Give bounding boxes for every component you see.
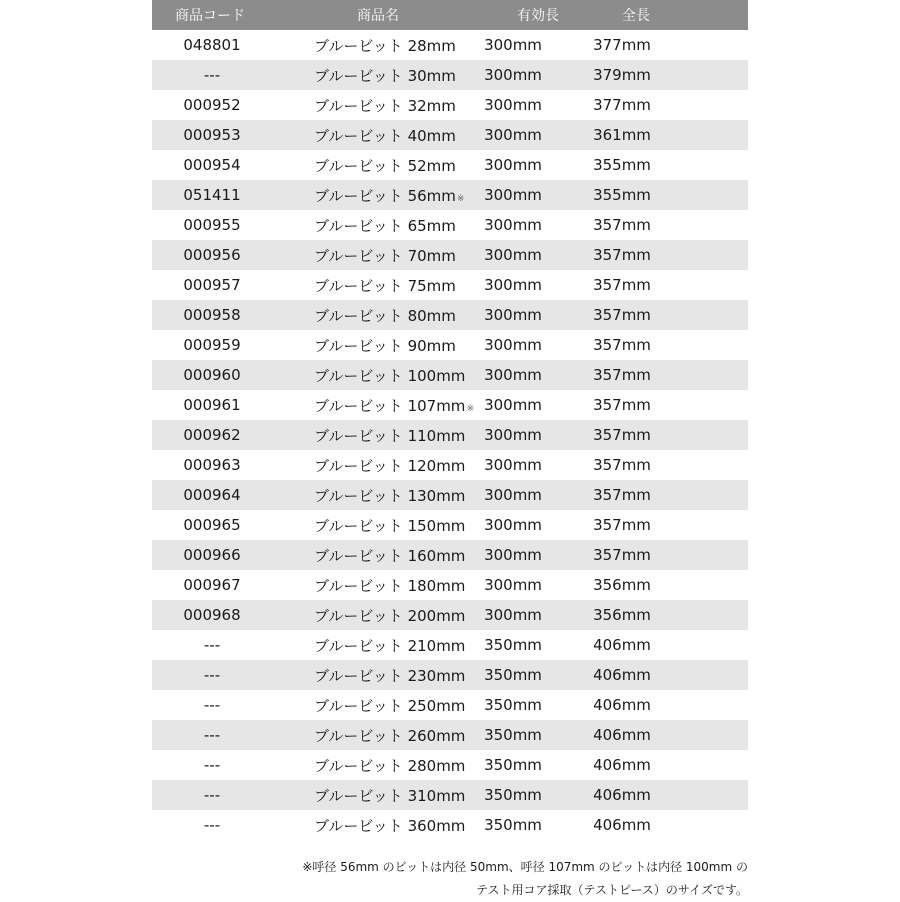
header-code: 商品コード — [175, 8, 245, 24]
total-length-cell-text: 406mm — [593, 786, 651, 804]
product-name-cell — [272, 515, 466, 536]
total-length-cell-text: 357mm — [593, 456, 651, 474]
product-name-cell — [272, 545, 466, 566]
product-code-cell — [152, 336, 272, 354]
total-length-cell-text: 406mm — [593, 816, 651, 834]
total-length-cell-text: 357mm — [593, 516, 651, 534]
effective-length-cell-text: 350mm — [484, 636, 542, 654]
effective-length-cell — [452, 786, 574, 804]
product-name-cell-text: ブルービット 28mm — [314, 36, 456, 55]
effective-length-cell-text: 300mm — [484, 366, 542, 384]
footnote-mark: ※ — [456, 193, 465, 204]
product-name-cell — [272, 425, 466, 446]
header-total-length: 全長 — [622, 8, 650, 24]
table-row — [152, 390, 748, 420]
product-name-cell — [272, 185, 465, 206]
effective-length-cell-text: 300mm — [484, 126, 542, 144]
product-name-cell — [272, 35, 456, 56]
effective-length-cell — [452, 666, 574, 684]
product-code-cell-text: 000957 — [183, 276, 241, 294]
product-name-cell-text: ブルービット 75mm — [314, 276, 456, 295]
product-name-cell-text: ブルービット 230mm — [314, 666, 466, 685]
total-length-cell — [574, 216, 670, 234]
product-code-cell — [152, 276, 272, 294]
table-row — [152, 420, 748, 450]
product-name-cell-text: ブルービット 310mm — [314, 786, 466, 805]
product-name-cell — [272, 95, 456, 116]
product-name-cell-text: ブルービット 200mm — [314, 606, 466, 625]
product-code-cell-text: --- — [203, 696, 221, 714]
product-code-cell — [152, 216, 272, 234]
product-code-cell-text: --- — [203, 66, 221, 84]
total-length-cell — [574, 486, 670, 504]
table-row — [152, 660, 748, 690]
total-length-cell-text: 406mm — [593, 756, 651, 774]
effective-length-cell-text: 350mm — [484, 666, 542, 684]
effective-length-cell — [452, 696, 574, 714]
footnote-line-1: ※呼径 56mm のビットは内径 50mm、呼径 107mm のビットは内径 100mm の — [302, 860, 748, 874]
product-code-cell-text: 000955 — [183, 216, 241, 234]
effective-length-cell — [452, 426, 574, 444]
total-length-cell — [574, 66, 670, 84]
effective-length-cell-text: 300mm — [484, 546, 542, 564]
effective-length-cell-text: 300mm — [484, 216, 542, 234]
product-code-cell — [152, 186, 272, 204]
footnote-line-2: テスト用コア採取（テストピース）のサイズです。 — [475, 883, 748, 897]
product-name-cell-text: ブルービット 160mm — [314, 546, 466, 565]
product-code-cell — [152, 486, 272, 504]
total-length-cell-text: 357mm — [593, 546, 651, 564]
effective-length-cell — [452, 36, 574, 54]
product-code-cell-text: --- — [203, 786, 221, 804]
product-name-cell-text: ブルービット 90mm — [314, 336, 456, 355]
product-code-cell — [152, 516, 272, 534]
effective-length-cell — [452, 576, 574, 594]
product-name-cell — [272, 755, 466, 776]
effective-length-cell — [452, 306, 574, 324]
product-name-cell — [272, 635, 466, 656]
product-code-cell-text: 000963 — [183, 456, 241, 474]
product-name-cell — [272, 215, 456, 236]
effective-length-cell — [452, 186, 574, 204]
product-code-cell — [152, 366, 272, 384]
total-length-cell-text: 357mm — [593, 216, 651, 234]
table-row — [152, 60, 748, 90]
total-length-cell — [574, 816, 670, 834]
product-name-cell — [272, 155, 456, 176]
total-length-cell-text: 377mm — [593, 96, 651, 114]
product-code-cell-text: 000958 — [183, 306, 241, 324]
product-name-cell — [272, 575, 466, 596]
product-code-cell-text: 000952 — [183, 96, 241, 114]
total-length-cell-text: 406mm — [593, 666, 651, 684]
product-code-cell — [152, 756, 272, 774]
table-body — [152, 30, 748, 840]
total-length-cell-text: 379mm — [593, 66, 651, 84]
total-length-cell — [574, 306, 670, 324]
product-code-cell — [152, 696, 272, 714]
product-name-cell — [272, 785, 466, 806]
product-name-cell-text: ブルービット 210mm — [314, 636, 466, 655]
product-name-cell-text: ブルービット 120mm — [314, 456, 466, 475]
effective-length-cell — [452, 66, 574, 84]
total-length-cell-text: 406mm — [593, 696, 651, 714]
total-length-cell-text: 357mm — [593, 276, 651, 294]
effective-length-cell — [452, 456, 574, 474]
effective-length-cell-text: 350mm — [484, 726, 542, 744]
effective-length-cell-text: 300mm — [484, 36, 542, 54]
table-row — [152, 780, 748, 810]
effective-length-cell — [452, 486, 574, 504]
total-length-cell-text: 355mm — [593, 156, 651, 174]
effective-length-cell-text: 300mm — [484, 426, 542, 444]
effective-length-cell — [452, 606, 574, 624]
product-name-cell — [272, 125, 456, 146]
total-length-cell — [574, 696, 670, 714]
product-name-cell-text: ブルービット 180mm — [314, 576, 466, 595]
total-length-cell — [574, 576, 670, 594]
total-length-cell — [574, 396, 670, 414]
effective-length-cell — [452, 96, 574, 114]
product-code-cell — [152, 396, 272, 414]
product-name-cell-text: ブルービット 150mm — [314, 516, 466, 535]
product-code-cell — [152, 666, 272, 684]
table-row — [152, 30, 748, 60]
total-length-cell — [574, 186, 670, 204]
spec-table — [152, 0, 748, 840]
effective-length-cell — [452, 216, 574, 234]
table-row — [152, 570, 748, 600]
product-name-cell-text: ブルービット 260mm — [314, 726, 466, 745]
total-length-cell — [574, 246, 670, 264]
effective-length-cell-text: 300mm — [484, 246, 542, 264]
table-row — [152, 360, 748, 390]
product-name-cell-text: ブルービット 110mm — [314, 426, 466, 445]
total-length-cell — [574, 276, 670, 294]
total-length-cell — [574, 726, 670, 744]
effective-length-cell-text: 300mm — [484, 516, 542, 534]
product-code-cell — [152, 306, 272, 324]
product-code-cell — [152, 576, 272, 594]
total-length-cell-text: 356mm — [593, 606, 651, 624]
product-code-cell-text: 000960 — [183, 366, 241, 384]
total-length-cell — [574, 336, 670, 354]
product-code-cell — [152, 156, 272, 174]
effective-length-cell-text: 300mm — [484, 276, 542, 294]
product-code-cell — [152, 816, 272, 834]
product-code-cell — [152, 36, 272, 54]
effective-length-cell-text: 350mm — [484, 786, 542, 804]
product-code-cell-text: 000967 — [183, 576, 241, 594]
total-length-cell — [574, 426, 670, 444]
table-row — [152, 330, 748, 360]
product-code-cell — [152, 66, 272, 84]
product-name-cell — [272, 275, 456, 296]
total-length-cell-text: 406mm — [593, 636, 651, 654]
effective-length-cell — [452, 516, 574, 534]
product-code-cell — [152, 426, 272, 444]
total-length-cell — [574, 516, 670, 534]
product-name-cell — [272, 605, 466, 626]
product-code-cell-text: 000966 — [183, 546, 241, 564]
total-length-cell — [574, 756, 670, 774]
total-length-cell — [574, 156, 670, 174]
effective-length-cell-text: 350mm — [484, 756, 542, 774]
total-length-cell-text: 357mm — [593, 426, 651, 444]
total-length-cell-text: 357mm — [593, 246, 651, 264]
effective-length-cell — [452, 126, 574, 144]
product-code-cell — [152, 126, 272, 144]
product-code-cell-text: 051411 — [183, 186, 241, 204]
product-code-cell — [152, 456, 272, 474]
product-name-cell — [272, 305, 456, 326]
product-name-cell-text: ブルービット 250mm — [314, 696, 466, 715]
total-length-cell-text: 357mm — [593, 396, 651, 414]
total-length-cell — [574, 786, 670, 804]
total-length-cell-text: 406mm — [593, 726, 651, 744]
total-length-cell — [574, 606, 670, 624]
table-row — [152, 300, 748, 330]
product-code-cell — [152, 96, 272, 114]
product-name-cell-text: ブルービット 56mm — [314, 186, 456, 205]
effective-length-cell — [452, 276, 574, 294]
effective-length-cell-text: 300mm — [484, 576, 542, 594]
effective-length-cell — [452, 546, 574, 564]
table-row — [152, 210, 748, 240]
total-length-cell-text: 361mm — [593, 126, 651, 144]
table-row — [152, 690, 748, 720]
product-code-cell — [152, 636, 272, 654]
table-row — [152, 600, 748, 630]
total-length-cell-text: 357mm — [593, 306, 651, 324]
effective-length-cell-text: 300mm — [484, 186, 542, 204]
product-name-cell — [272, 335, 456, 356]
product-code-cell-text: --- — [203, 666, 221, 684]
total-length-cell — [574, 366, 670, 384]
effective-length-cell — [452, 336, 574, 354]
effective-length-cell — [452, 246, 574, 264]
product-name-cell — [272, 815, 466, 836]
table-row — [152, 240, 748, 270]
effective-length-cell-text: 300mm — [484, 396, 542, 414]
product-name-cell — [272, 725, 466, 746]
header-effective-length: 有効長 — [517, 8, 559, 24]
product-name-cell — [272, 695, 466, 716]
effective-length-cell-text: 300mm — [484, 606, 542, 624]
product-code-cell-text: --- — [203, 816, 221, 834]
product-name-cell-text: ブルービット 360mm — [314, 816, 466, 835]
effective-length-cell — [452, 396, 574, 414]
effective-length-cell-text: 300mm — [484, 486, 542, 504]
table-row — [152, 480, 748, 510]
table-row — [152, 120, 748, 150]
product-code-cell-text: 048801 — [183, 36, 241, 54]
product-name-cell-text: ブルービット 40mm — [314, 126, 456, 145]
total-length-cell-text: 357mm — [593, 336, 651, 354]
product-code-cell-text: 000954 — [183, 156, 241, 174]
product-name-cell — [272, 65, 456, 86]
total-length-cell-text: 357mm — [593, 366, 651, 384]
table-row — [152, 810, 748, 840]
product-code-cell-text: 000965 — [183, 516, 241, 534]
total-length-cell — [574, 636, 670, 654]
product-name-cell-text: ブルービット 32mm — [314, 96, 456, 115]
product-name-cell-text: ブルービット 70mm — [314, 246, 456, 265]
total-length-cell — [574, 666, 670, 684]
effective-length-cell — [452, 726, 574, 744]
effective-length-cell-text: 300mm — [484, 156, 542, 174]
product-code-cell-text: 000956 — [183, 246, 241, 264]
effective-length-cell-text: 300mm — [484, 336, 542, 354]
product-code-cell — [152, 546, 272, 564]
product-name-cell-text: ブルービット 80mm — [314, 306, 456, 325]
total-length-cell-text: 377mm — [593, 36, 651, 54]
table-row — [152, 630, 748, 660]
effective-length-cell-text: 300mm — [484, 456, 542, 474]
table-row — [152, 90, 748, 120]
effective-length-cell — [452, 756, 574, 774]
product-name-cell-text: ブルービット 280mm — [314, 756, 466, 775]
product-name-cell — [272, 665, 466, 686]
product-name-cell-text: ブルービット 30mm — [314, 66, 456, 85]
table-row — [152, 180, 748, 210]
effective-length-cell-text: 350mm — [484, 696, 542, 714]
product-code-cell-text: --- — [203, 726, 221, 744]
product-name-cell-text: ブルービット 107mm — [314, 396, 466, 415]
footnote-mark: ※ — [466, 403, 474, 414]
effective-length-cell-text: 300mm — [484, 66, 542, 84]
total-length-cell-text: 355mm — [593, 186, 651, 204]
effective-length-cell — [452, 816, 574, 834]
total-length-cell — [574, 456, 670, 474]
product-name-cell-text: ブルービット 52mm — [314, 156, 456, 175]
table-row — [152, 510, 748, 540]
product-name-cell — [272, 455, 466, 476]
total-length-cell — [574, 546, 670, 564]
product-name-cell-text: ブルービット 100mm — [314, 366, 466, 385]
total-length-cell-text: 357mm — [593, 486, 651, 504]
product-name-cell — [272, 365, 466, 386]
product-code-cell-text: 000959 — [183, 336, 241, 354]
total-length-cell — [574, 36, 670, 54]
product-name-cell — [272, 395, 474, 416]
table-row — [152, 720, 748, 750]
product-code-cell-text: --- — [203, 636, 221, 654]
product-code-cell — [152, 606, 272, 624]
effective-length-cell-text: 300mm — [484, 306, 542, 324]
effective-length-cell-text: 300mm — [484, 96, 542, 114]
product-code-cell — [152, 246, 272, 264]
product-name-cell — [272, 485, 466, 506]
table-row — [152, 270, 748, 300]
product-code-cell-text: 000964 — [183, 486, 241, 504]
effective-length-cell — [452, 366, 574, 384]
product-code-cell-text: 000961 — [183, 396, 241, 414]
effective-length-cell-text: 350mm — [484, 816, 542, 834]
product-code-cell-text: 000953 — [183, 126, 241, 144]
table-row — [152, 150, 748, 180]
table-header — [152, 0, 748, 30]
total-length-cell-text: 356mm — [593, 576, 651, 594]
product-code-cell — [152, 786, 272, 804]
header-name: 商品名 — [357, 8, 399, 24]
effective-length-cell — [452, 156, 574, 174]
total-length-cell — [574, 126, 670, 144]
product-code-cell — [152, 726, 272, 744]
table-row — [152, 450, 748, 480]
product-code-cell-text: --- — [203, 756, 221, 774]
table-row — [152, 750, 748, 780]
product-code-cell-text: 000962 — [183, 426, 241, 444]
effective-length-cell — [452, 636, 574, 654]
table-row — [152, 540, 748, 570]
product-name-cell — [272, 245, 456, 266]
product-code-cell-text: 000968 — [183, 606, 241, 624]
total-length-cell — [574, 96, 670, 114]
product-name-cell-text: ブルービット 65mm — [314, 216, 456, 235]
product-name-cell-text: ブルービット 130mm — [314, 486, 466, 505]
